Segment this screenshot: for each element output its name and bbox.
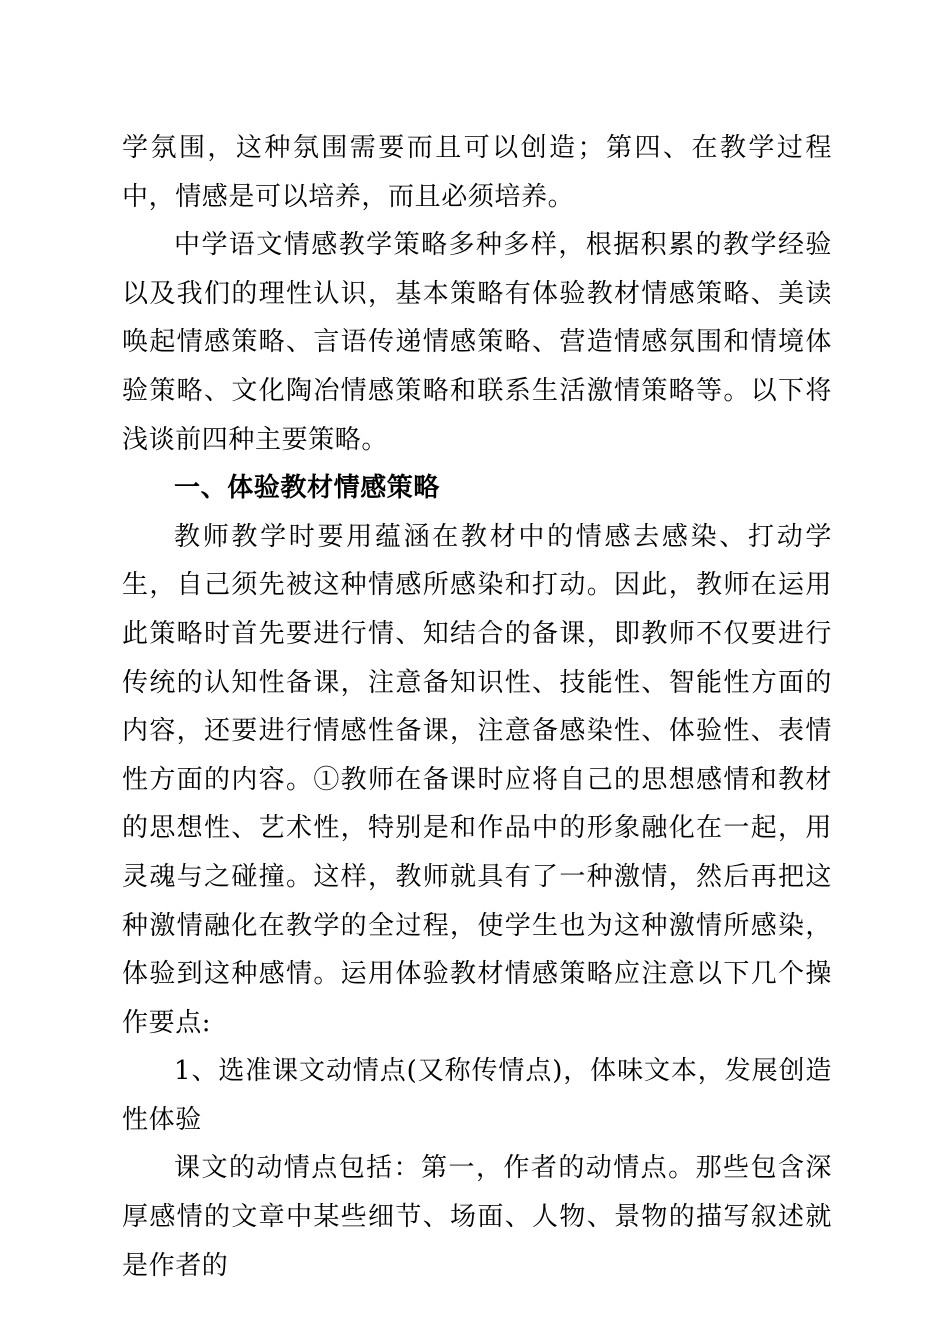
paragraph-2: 中学语文情感教学策略多种多样，根据积累的教学经验以及我们的理性认识，基本策略有体验教材情感策略、美读唤起情感策略、言语传递情感策略、营造情感氛围和情境体验策略、文化陶冶情感策略和联系生活激情策略等。以下将浅谈前四种主要策略。 — [122, 230, 832, 455]
subsection-heading: 1、选准课文动情点(又称传情点)，体味文本，发展创造性体验 — [122, 1056, 832, 1135]
paragraph-3: 教师教学时要用蕴涵在教材中的情感去感染、打动学生，自己须先被这种情感所感染和打动。因此，教师在运用此策略时首先要进行情、知结合的备课，即教师不仅要进行传统的认知性备课，注意备知识性、技能性、智能性方面的内容，还要进行情感性备课，注意备感染性、体验性、表情性方面的内容。①教师在备课时应将自己的思想感情和教材的思想性、艺术性，特别是和作品中的形象融化在一起，用灵魂与之碰撞。这样，教师就具有了一种激情，然后再把这种激情融化在教学的全过程，使学生也为这种激情所感染，体验到这种感情。运用体验教材情感策略应注意以下几个操作要点: — [122, 521, 832, 1038]
section-heading: 一、体验教材情感策略 — [174, 473, 441, 504]
document-page — [122, 124, 832, 1290]
paragraph-1: 学氛围，这种氛围需要而且可以创造；第四、在教学过程中，情感是可以培养，而且必须培养。 — [122, 133, 832, 212]
paragraph-4: 课文的动情点包括：第一，作者的动情点。那些包含深厚感情的文章中某些细节、场面、人物、景物的描写叙述就是作者的 — [122, 1153, 832, 1281]
